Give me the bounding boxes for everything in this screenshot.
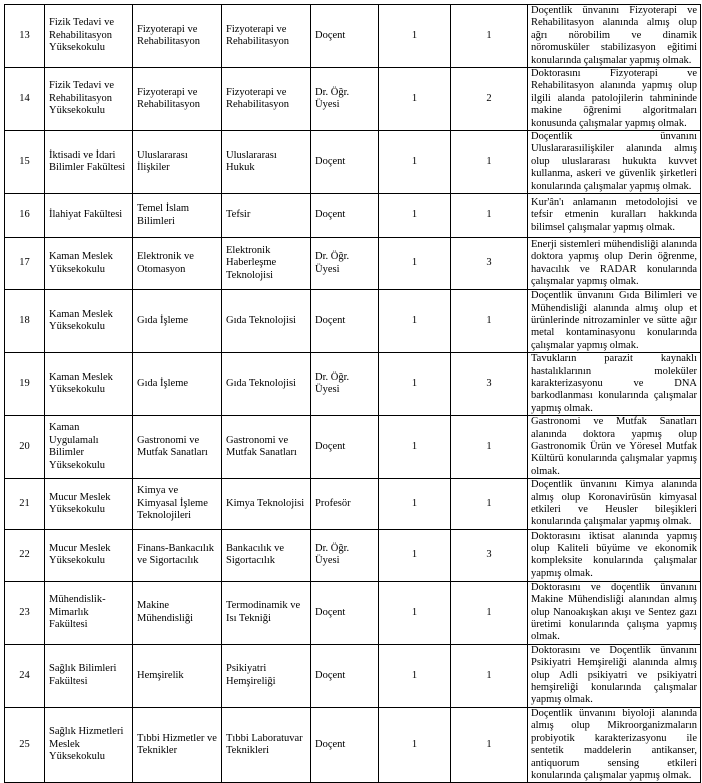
academic-title: Doçent (311, 194, 379, 238)
department-name: Fizyoterapi ve Rehabilitasyon (133, 5, 222, 68)
table-row (5, 353, 701, 416)
position-count: 1 (379, 131, 451, 194)
unit-name: Mucur Meslek Yüksekokulu (45, 529, 133, 581)
unit-name: Sağlık Bilimleri Fakültesi (45, 644, 133, 707)
table-row (5, 68, 701, 131)
unit-name: Fizik Tedavi ve Rehabilitasyon Yüksekokulu (45, 5, 133, 68)
row-number: 24 (5, 644, 45, 707)
row-number: 25 (5, 707, 45, 782)
requirements-text: Enerji sistemleri mühendisliği alanında doktora yapmış olup Derin öğrenme, havacılık ve RADAR konularında çalışmalar yapmış olmak. (528, 238, 701, 290)
academic-title: Doçent (311, 131, 379, 194)
position-level: 1 (451, 644, 528, 707)
table-row (5, 290, 701, 353)
position-count: 1 (379, 238, 451, 290)
position-level: 1 (451, 707, 528, 782)
row-number: 18 (5, 290, 45, 353)
row-number: 23 (5, 581, 45, 644)
program-name: Gastronomi ve Mutfak Sanatları (222, 416, 311, 479)
position-count: 1 (379, 479, 451, 530)
position-count: 1 (379, 290, 451, 353)
requirements-text: Doktorasını iktisat alanında yapmış olup Kaliteli büyüme ve ekonomik kompleksite konularında çalışmalar yapmış olmak. (528, 529, 701, 581)
academic-title: Dr. Öğr. Üyesi (311, 68, 379, 131)
position-level: 1 (451, 5, 528, 68)
unit-name: Kaman Meslek Yüksekokulu (45, 353, 133, 416)
row-number: 19 (5, 353, 45, 416)
unit-name: İlahiyat Fakültesi (45, 194, 133, 238)
requirements-text: Doçentlik ünvanını Uluslararasıilişkiler alanında almış olup uluslararası hukukta kuvvet kullanma, askeri ve güvenlik şirketleri konularında çalışmalar yapmış olmak. (528, 131, 701, 194)
table-row (5, 131, 701, 194)
program-name: Tefsir (222, 194, 311, 238)
program-name: Gıda Teknolojisi (222, 290, 311, 353)
department-name: Uluslararası İlişkiler (133, 131, 222, 194)
table-row (5, 479, 701, 530)
requirements-text: Kur'ân'ı anlamanın metodolojisi ve tefsir etmenin kuralları hakkında bilimsel çalışmalar yapmış olmak. (528, 194, 701, 238)
unit-name: Kaman Meslek Yüksekokulu (45, 238, 133, 290)
department-name: Fizyoterapi ve Rehabilitasyon (133, 68, 222, 131)
position-level: 3 (451, 238, 528, 290)
position-count: 1 (379, 581, 451, 644)
table-row (5, 644, 701, 707)
program-name: Termodinamik ve Isı Tekniği (222, 581, 311, 644)
position-level: 3 (451, 529, 528, 581)
unit-name: İktisadi ve İdari Bilimler Fakültesi (45, 131, 133, 194)
program-name: Gıda Teknolojisi (222, 353, 311, 416)
position-count: 1 (379, 353, 451, 416)
academic-title: Doçent (311, 416, 379, 479)
program-name: Fizyoterapi ve Rehabilitasyon (222, 5, 311, 68)
academic-title: Doçent (311, 290, 379, 353)
program-name: Uluslararası Hukuk (222, 131, 311, 194)
requirements-text: Doktorasını ve Doçentlik ünvanını Psikiyatri Hemşireliği alanında almış olup Adli psikiyatri ve psikiyatri hemşireliği konularında çalışmalar yapmış olmak. (528, 644, 701, 707)
position-count: 1 (379, 707, 451, 782)
table-row (5, 416, 701, 479)
position-count: 1 (379, 194, 451, 238)
program-name: Elektronik Haberleşme Teknolojisi (222, 238, 311, 290)
position-level: 1 (451, 479, 528, 530)
position-level: 2 (451, 68, 528, 131)
table-row (5, 529, 701, 581)
department-name: Elektronik ve Otomasyon (133, 238, 222, 290)
table-row (5, 238, 701, 290)
program-name: Tıbbi Laboratuvar Teknikleri (222, 707, 311, 782)
unit-name: Kaman Uygulamalı Bilimler Yüksekokulu (45, 416, 133, 479)
table-body (5, 5, 701, 783)
position-level: 1 (451, 581, 528, 644)
unit-name: Sağlık Hizmetleri Meslek Yüksekokulu (45, 707, 133, 782)
requirements-text: Tavukların parazit kaynaklı hastalıklarının moleküler karakterizasyonu ve DNA barkodlanması konularında çalışmalar yapmış olmak. (528, 353, 701, 416)
academic-title: Dr. Öğr. Üyesi (311, 353, 379, 416)
row-number: 16 (5, 194, 45, 238)
position-level: 1 (451, 194, 528, 238)
academic-title: Doçent (311, 644, 379, 707)
row-number: 14 (5, 68, 45, 131)
academic-title: Doçent (311, 707, 379, 782)
unit-name: Mühendislik-Mimarlık Fakültesi (45, 581, 133, 644)
positions-table (4, 4, 701, 783)
department-name: Hemşirelik (133, 644, 222, 707)
department-name: Finans-Bankacılık ve Sigortacılık (133, 529, 222, 581)
position-level: 1 (451, 416, 528, 479)
position-level: 1 (451, 131, 528, 194)
position-level: 3 (451, 353, 528, 416)
position-count: 1 (379, 68, 451, 131)
row-number: 21 (5, 479, 45, 530)
row-number: 15 (5, 131, 45, 194)
unit-name: Mucur Meslek Yüksekokulu (45, 479, 133, 530)
row-number: 20 (5, 416, 45, 479)
department-name: Kimya ve Kimyasal İşleme Teknolojileri (133, 479, 222, 530)
position-count: 1 (379, 644, 451, 707)
table-row (5, 194, 701, 238)
program-name: Psikiyatri Hemşireliği (222, 644, 311, 707)
table-row (5, 5, 701, 68)
position-count: 1 (379, 416, 451, 479)
requirements-text: Doçentlik ünvanını Gıda Bilimleri ve Mühendisliği alanında almış olup et ürünlerinde nitrozaminler ve sütte ağır metal kontaminasyonu konularında çalışmalar yapmış olmak. (528, 290, 701, 353)
academic-title: Dr. Öğr. Üyesi (311, 529, 379, 581)
unit-name: Fizik Tedavi ve Rehabilitasyon Yüksekokulu (45, 68, 133, 131)
requirements-text: Doktorasını ve doçentlik ünvanını Makine Mühendisliği alanından almış olup Nanoakışkan akışı ve Sentez gazı üretimi konularında çalışma yapmış olmak. (528, 581, 701, 644)
department-name: Makine Mühendisliği (133, 581, 222, 644)
row-number: 13 (5, 5, 45, 68)
academic-title: Profesör (311, 479, 379, 530)
position-count: 1 (379, 529, 451, 581)
program-name: Fizyoterapi ve Rehabilitasyon (222, 68, 311, 131)
table-row (5, 581, 701, 644)
position-count: 1 (379, 5, 451, 68)
table-row (5, 707, 701, 782)
department-name: Gıda İşleme (133, 353, 222, 416)
academic-title: Doçent (311, 5, 379, 68)
department-name: Tıbbi Hizmetler ve Teknikler (133, 707, 222, 782)
department-name: Gıda İşleme (133, 290, 222, 353)
academic-title: Dr. Öğr. Üyesi (311, 238, 379, 290)
program-name: Bankacılık ve Sigortacılık (222, 529, 311, 581)
academic-title: Doçent (311, 581, 379, 644)
requirements-text: Doçentlik ünvanını biyoloji alanında almış olup Mikroorganizmaların probiyotik karakterizasyonu ile sentetik maddelerin antikanser, antiquorum sensing etkileri konularında çalışmalar yapmış olmak. (528, 707, 701, 782)
unit-name: Kaman Meslek Yüksekokulu (45, 290, 133, 353)
department-name: Gastronomi ve Mutfak Sanatları (133, 416, 222, 479)
row-number: 22 (5, 529, 45, 581)
requirements-text: Gastronomi ve Mutfak Sanatları alanında doktora yapmış olup Gastronomik Ürün ve Yöresel Mutfak Kültürü konularında çalışmalar yapmış olmak. (528, 416, 701, 479)
requirements-text: Doçentlik ünvanını Kimya alanında almış olup Koronavirüsün kimyasal etkileri ve Heusler bileşikleri konularında çalışmalar yapmış olmak. (528, 479, 701, 530)
department-name: Temel İslam Bilimleri (133, 194, 222, 238)
requirements-text: Doçentlik ünvanını Fizyoterapi ve Rehabilitasyon alanında almış olup ağrı nörobilim ve dinamik nöromusküler stabilizasyon eğitimi konularında çalışmalar yapmış olmak. (528, 5, 701, 68)
program-name: Kimya Teknolojisi (222, 479, 311, 530)
position-level: 1 (451, 290, 528, 353)
requirements-text: Doktorasını Fizyoterapi ve Rehabilitasyon alanında yapmış olup ilgili alanda patolojilerin tahmininde makine öğrenimi algoritmaları konusunda çalışmalar yapmış olmak. (528, 68, 701, 131)
row-number: 17 (5, 238, 45, 290)
